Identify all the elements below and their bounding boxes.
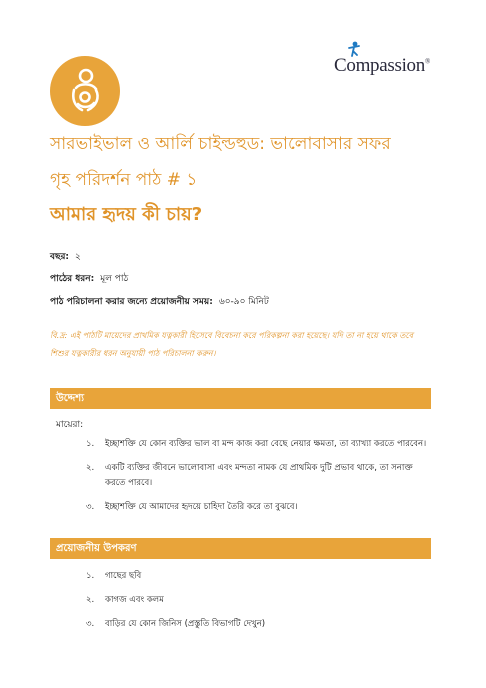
list-item: ৩. বাড়ির যে কোন জিনিস (প্রস্তুতি বিভাগটি দেখুন)	[86, 619, 266, 629]
objectives-list	[86, 437, 431, 515]
lesson-type-value: মূল পাঠ	[100, 274, 129, 284]
time-value: ৬০-৯০ মিনিট	[218, 297, 269, 307]
brand-logo-text: Compassion®	[334, 55, 430, 76]
year-value: ২	[75, 252, 81, 262]
lesson-note: বি.দ্র: এই পাঠটি মায়েদের প্রাথমিক যত্নকারী হিসেবে বিবেচনা করে পরিকল্পনা করা হয়েছে। যদি তা না হয়ে থাকে তবে শিশুর যত্নকারীর ধরন অনুযায়ী পাঠ পরিচালনা করুন।	[50, 331, 414, 358]
time-label: পাঠ পরিচালনা করার জন্যে প্রয়োজনীয় সময়:	[50, 297, 213, 307]
objectives-intro: মায়েরা:	[56, 420, 84, 430]
list-item: ১. ইচ্ছাশক্তি যে কোন ব্যক্তির ভাল বা মন্দ কাজ করা বেছে নেয়ার ক্ষমতা, তা ব্যাখ্যা করতে পারবেন।	[86, 439, 427, 449]
list-item: ৩. ইচ্ছাশক্তি যে আমাদের হৃদয়ে চাহিদা তৈরি করে তা বুঝবে।	[86, 502, 298, 512]
time-row	[50, 294, 269, 309]
mother-and-child-icon	[50, 56, 120, 126]
lesson-type-label: পাঠের ধরন:	[50, 274, 95, 284]
materials-heading: প্রয়োজনীয় উপকরণ	[50, 538, 431, 559]
lesson-title: আমার হৃদয় কী চায়?	[50, 204, 203, 225]
year-label: বছর:	[50, 252, 70, 262]
list-item: ২. একটি ব্যক্তির জীবনে ভালোবাসা এবং মন্দতা নামক যে প্রাথমিক দুটি প্রভাব থাকে, তা সনাক্ত করতে পারবে।	[86, 463, 413, 488]
list-item: ১. গাছের ছবি	[86, 571, 142, 581]
objectives-heading: উদ্দেশ্য	[50, 388, 431, 409]
series-title: সারভাইভাল ও আর্লি চাইল্ডহুড: ভালোবাসার সফর	[50, 134, 391, 154]
list-item: ২. কাগজ এবং কলম	[86, 595, 164, 605]
year-row	[50, 249, 81, 264]
lesson-number: গৃহ পরিদর্শন পাঠ # ১	[50, 170, 198, 190]
lesson-type-row	[50, 271, 128, 286]
materials-list	[86, 570, 265, 642]
